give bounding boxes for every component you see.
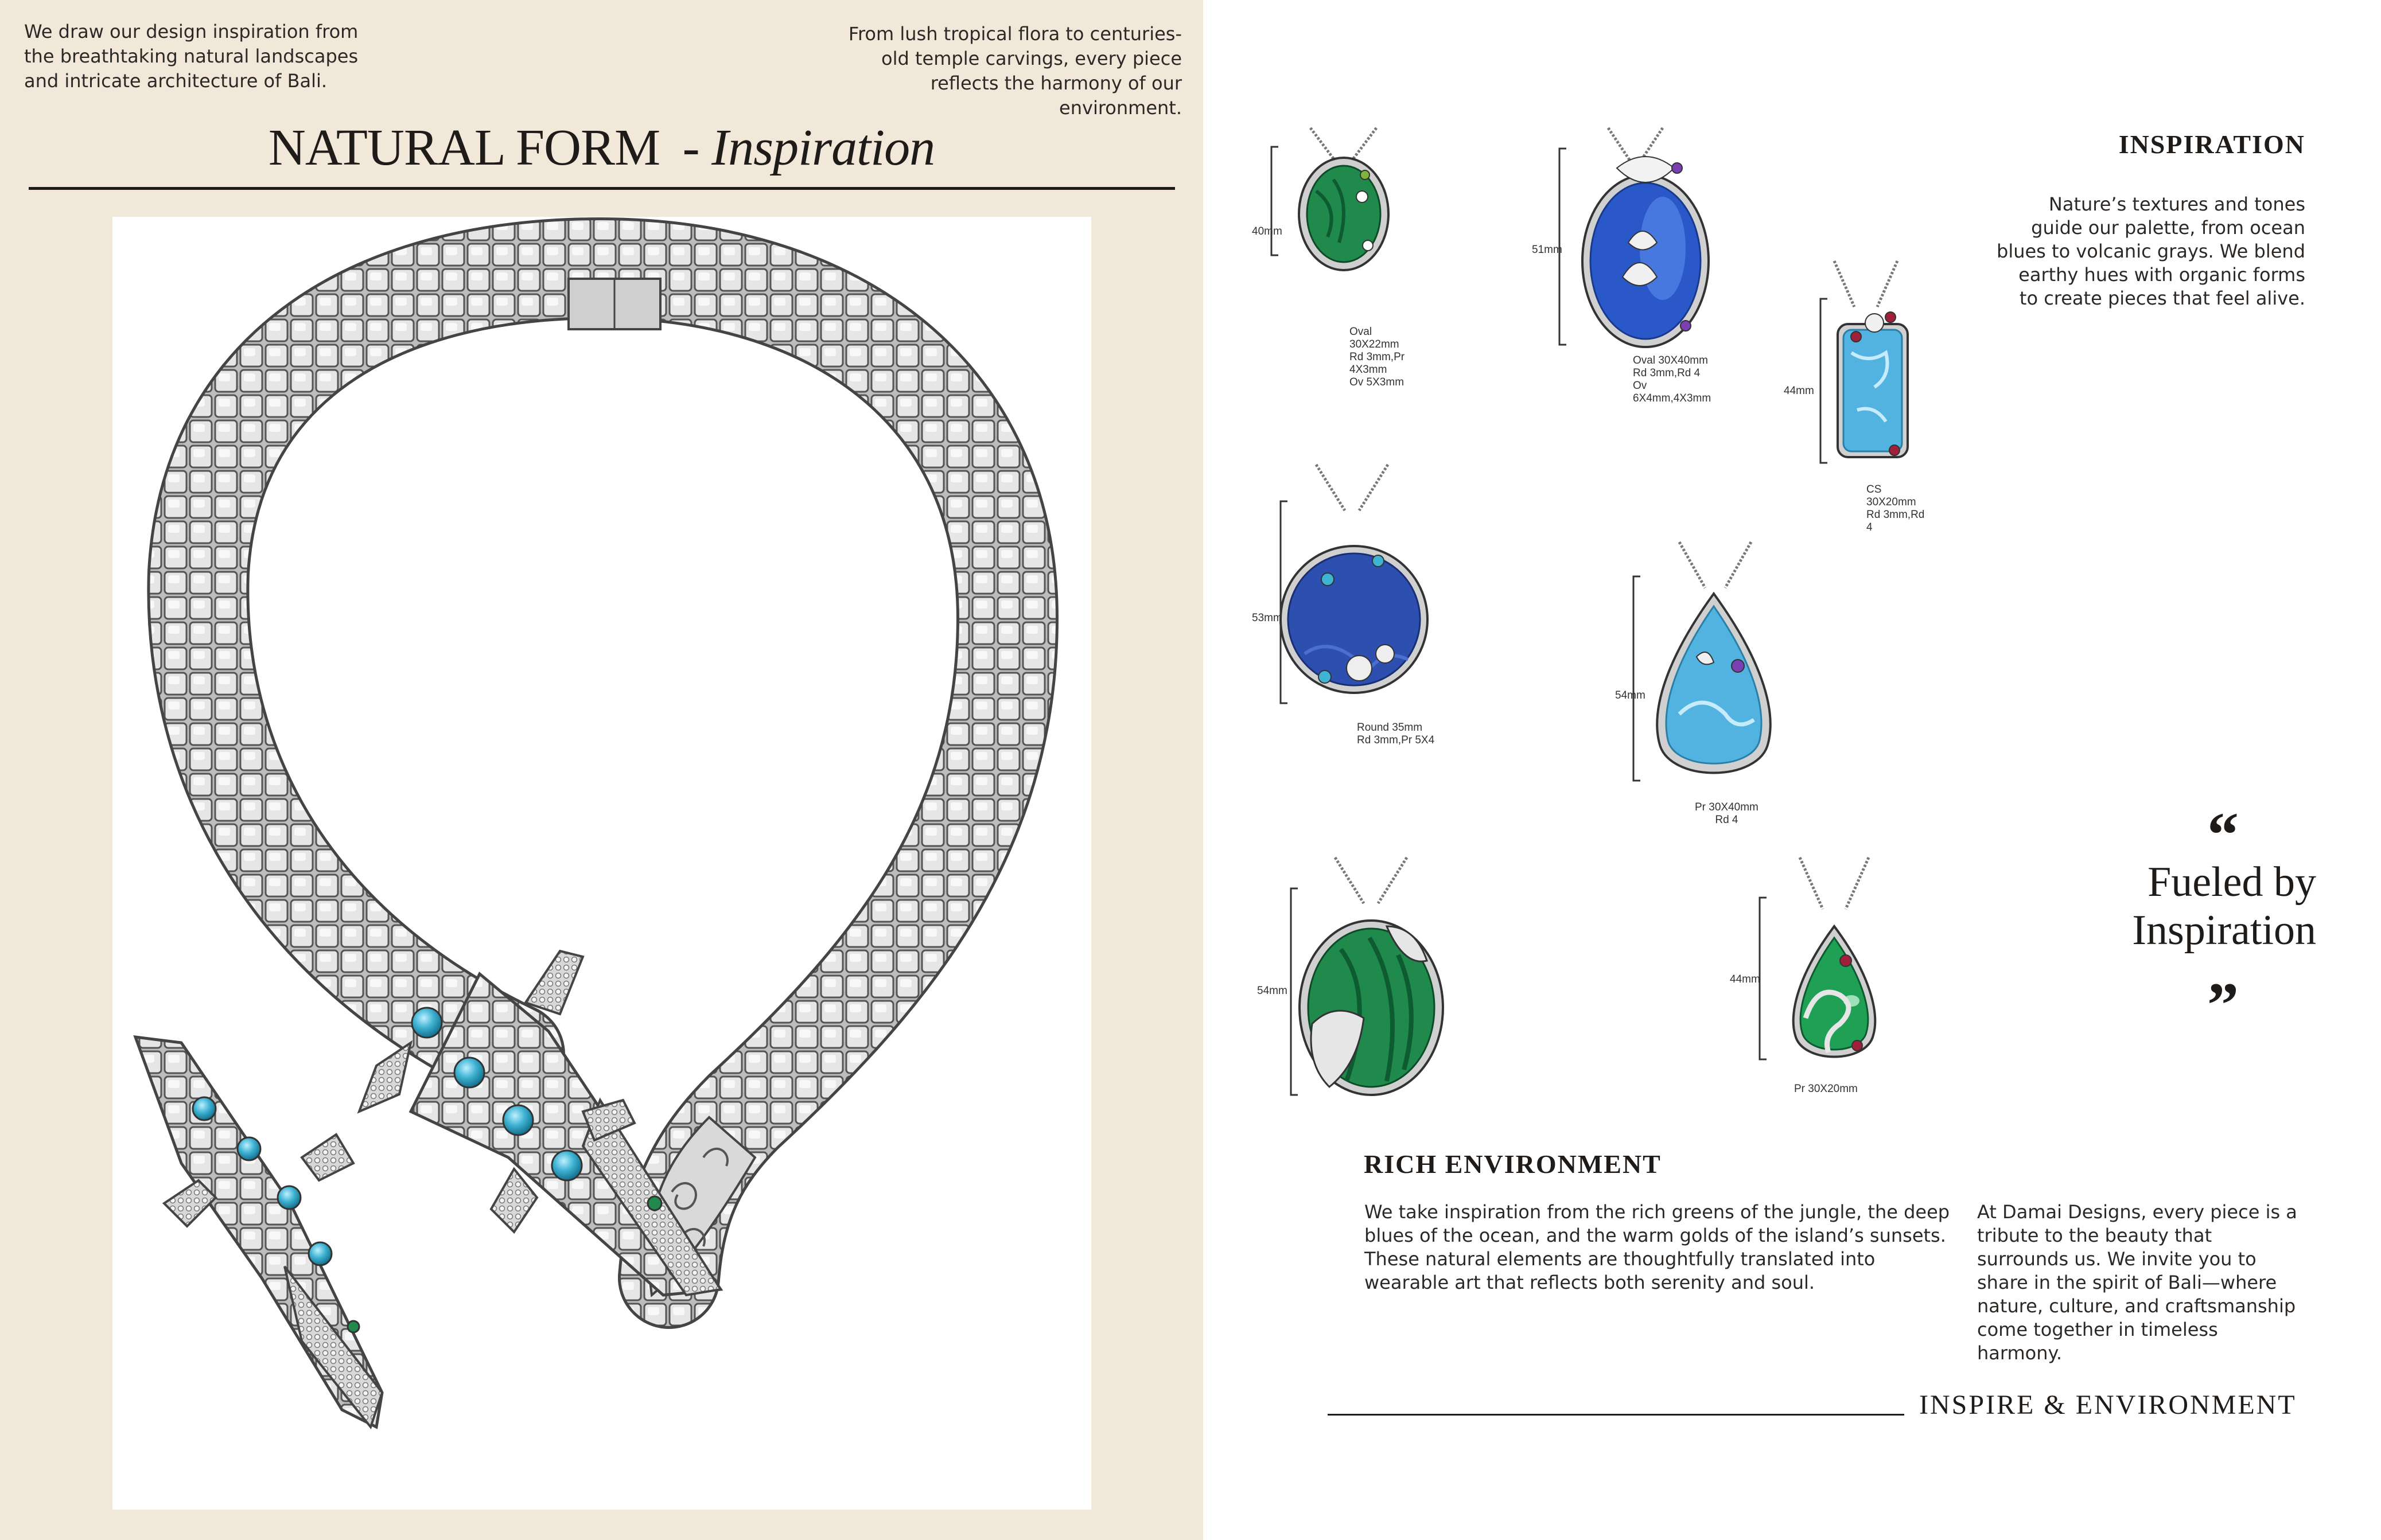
pendant-7-dimension: 44mm xyxy=(1730,973,1760,985)
intro-left-text: We draw our design inspiration from the breathtaking natural landscapes and intricate architecture of Bali. xyxy=(24,21,359,92)
pendant-1-spec: Oval 30X22mm Rd 3mm,Pr 4X3mm Ov 5X3mm xyxy=(1349,326,1405,388)
pendant-lapis-round xyxy=(1252,465,1442,746)
title-italic: Inspiration xyxy=(711,119,935,176)
pendant-malachite-oval xyxy=(1252,128,1419,388)
inspiration-heading: INSPIRATION xyxy=(2118,130,2305,159)
pendant-6-dimension: 54mm xyxy=(1257,985,1287,997)
pendant-3-illustration xyxy=(1800,261,1932,467)
pendant-2-spec: Oval 30X40mm Rd 3mm,Rd 4 Ov 6X4mm,4X3mm xyxy=(1633,354,1711,404)
title-dash: - xyxy=(682,119,699,176)
title-divider xyxy=(29,187,1175,190)
pendant-2-dimension: 51mm xyxy=(1532,244,1562,256)
pendant-6-illustration xyxy=(1272,857,1456,1098)
pendant-3-dimension: 44mm xyxy=(1784,385,1814,397)
quote-open-mark: “ xyxy=(2207,800,2239,870)
footer-divider xyxy=(1328,1414,1904,1416)
pendant-7-spec: Pr 30X20mm xyxy=(1794,1083,1858,1095)
pendant-4-illustration xyxy=(1270,465,1442,705)
right-page xyxy=(1203,0,2381,1540)
pendant-larimar-pear xyxy=(1605,542,1794,826)
rich-environment-body-right: At Damai Designs, every piece is a tribute to the beauty that surrounds us. We invite you to share in the spirit of Bali—where nature, culture, and craftsmanship come together in timeless harmony. xyxy=(1977,1201,2297,1364)
pendant-4-spec: Round 35mm Rd 3mm,Pr 5X4 xyxy=(1357,722,1435,746)
pendant-7-illustration xyxy=(1742,857,1903,1098)
pendant-1-dimension: 40mm xyxy=(1252,225,1282,237)
page-title xyxy=(0,118,1203,177)
pendant-green-onyx-pear xyxy=(1730,857,1903,1098)
crocodile-collar-necklace-illustration xyxy=(112,217,1091,1510)
pendant-5-illustration xyxy=(1605,542,1794,794)
pendant-2-illustration xyxy=(1554,128,1709,357)
pendant-malachite-large xyxy=(1257,857,1456,1098)
pendant-3-spec: CS 30X20mm Rd 3mm,Rd 4 xyxy=(1866,484,1925,533)
pendant-larimar-cushion xyxy=(1784,261,1932,533)
inspiration-body: Nature’s textures and tones guide our palette, from ocean blues to volcanic grays. We blend earthy hues with organic forms to create pieces that feel alive. xyxy=(1997,193,2305,309)
intro-right-text: From lush tropical flora to centuries-old temple carvings, every piece reflects the harmony of our environment. xyxy=(848,23,1182,119)
necklace-artwork-frame xyxy=(112,217,1091,1510)
title-main: NATURAL FORM xyxy=(268,119,660,176)
footer-label: INSPIRE & ENVIRONMENT xyxy=(1919,1390,2297,1420)
pendant-blue-oval xyxy=(1532,128,1711,404)
quote-close-mark: ” xyxy=(2207,970,2239,1040)
pendant-4-dimension: 53mm xyxy=(1252,612,1282,624)
pendant-5-spec: Pr 30X40mm Rd 4 xyxy=(1695,801,1758,826)
rich-environment-body-left: We take inspiration from the rich greens of the jungle, the deep blues of the ocean, and the warm golds of the island’s sunsets. These natural elements are thoughtfully translated into wearable art that reflects both serenity and soul. xyxy=(1364,1201,1950,1293)
pendant-1-illustration xyxy=(1270,128,1419,317)
rich-environment-heading: RICH ENVIRONMENT xyxy=(1364,1149,1662,1179)
pendant-5-dimension: 54mm xyxy=(1615,689,1645,701)
quote-text: Fueled by Inspiration xyxy=(2132,859,2316,954)
